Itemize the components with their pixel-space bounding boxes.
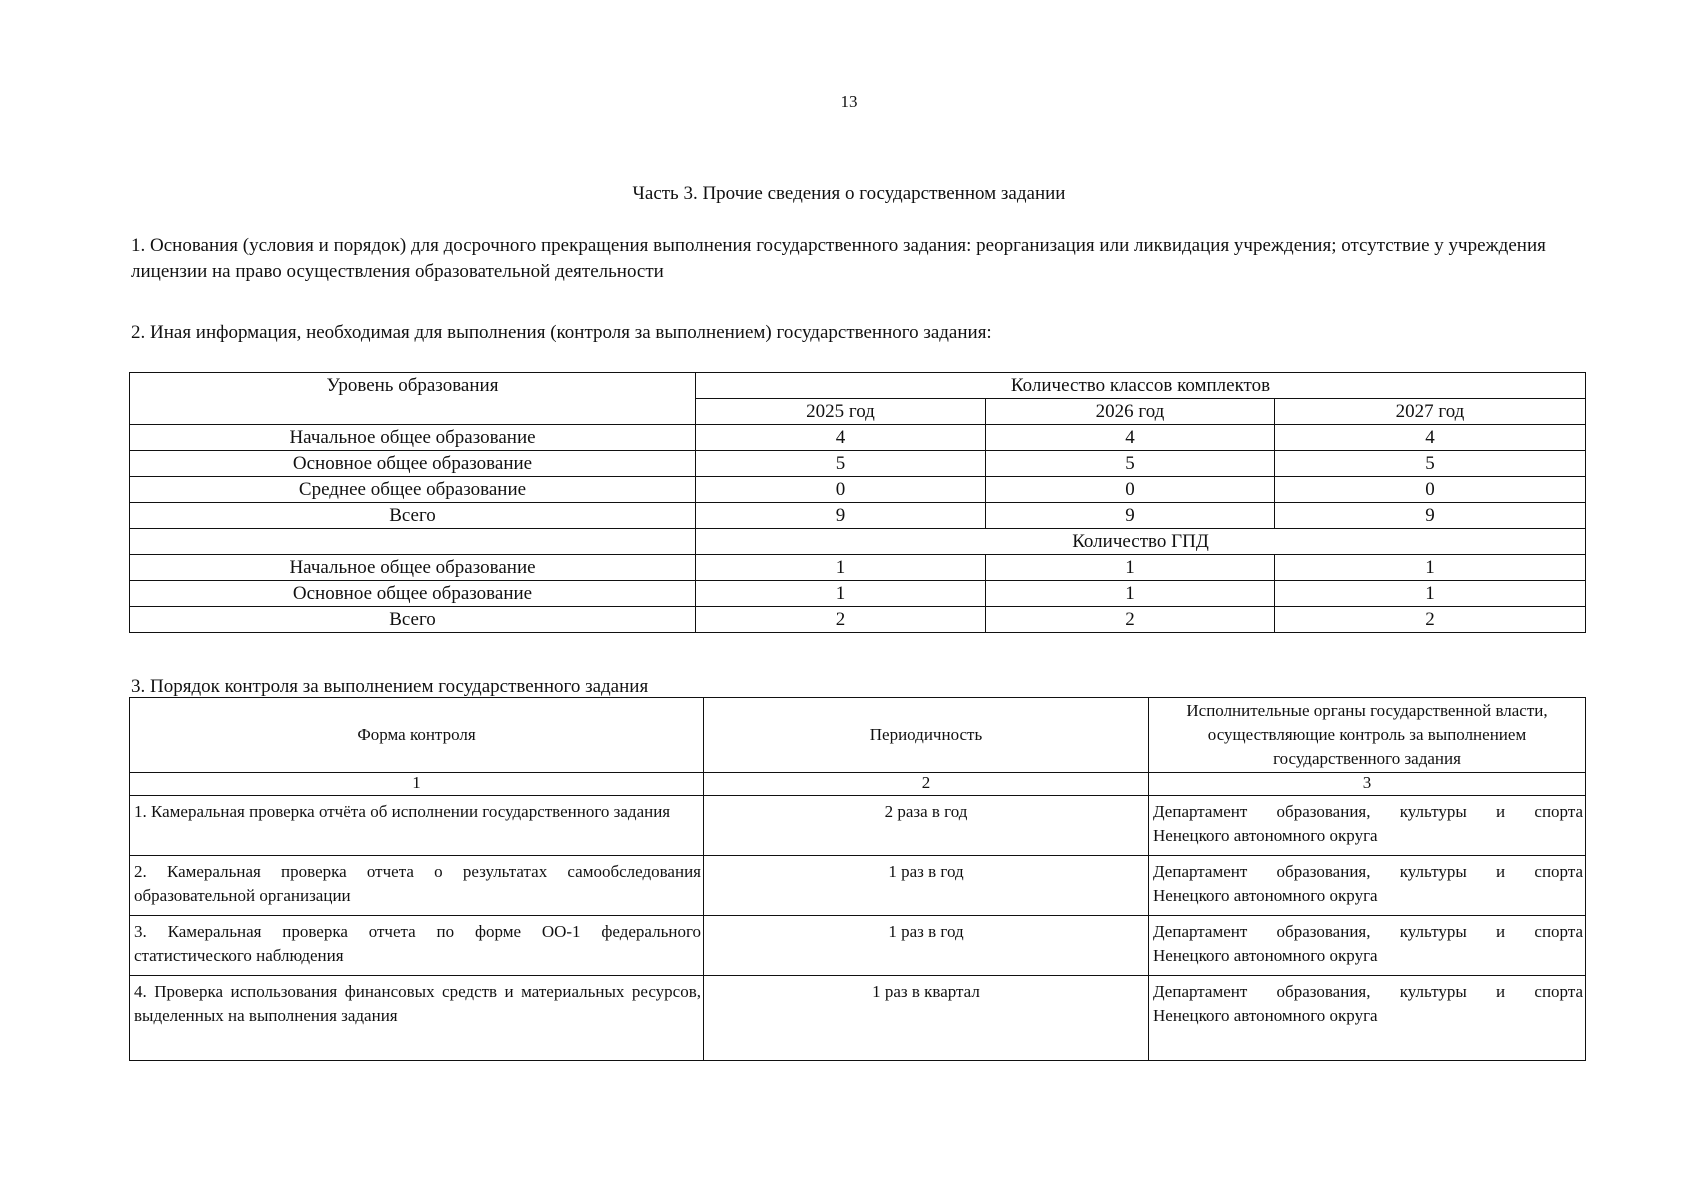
cell-value: 0 [1275, 477, 1586, 503]
control-form-cell: 2. Камеральная проверка отчета о результатах самообследования образовательной организации [130, 856, 704, 916]
cell-value: 1 [1275, 555, 1586, 581]
authority-region: Ненецкого автономного округа [1153, 1006, 1378, 1025]
cell-value: 1 [986, 581, 1275, 607]
column-number: 2 [704, 773, 1149, 796]
table-row [130, 976, 1586, 1061]
other-info-paragraph: 2. Иная информация, необходимая для выполнения (контроля за выполнением) государственного задания: [131, 322, 992, 343]
cell-value: 1 [696, 555, 986, 581]
row-label: Начальное общее образование [130, 555, 696, 581]
authority-name: Департамент образования, культуры и спорта [1153, 922, 1583, 941]
authority-name: Департамент образования, культуры и спорта [1153, 982, 1583, 1001]
periodicity-cell: 1 раз в год [704, 916, 1149, 976]
cell-value: 9 [986, 503, 1275, 529]
table-row [130, 425, 1586, 451]
cell-value: 1 [986, 555, 1275, 581]
control-procedure-paragraph: 3. Порядок контроля за выполнением государственного задания [131, 676, 649, 697]
periodicity-cell: 1 раз в квартал [704, 976, 1149, 1061]
table-row [130, 451, 1586, 477]
periodicity-cell: 1 раз в год [704, 856, 1149, 916]
page-number: 13 [840, 92, 858, 111]
header-education-level: Уровень образования [130, 373, 696, 425]
cell-value: 5 [1275, 451, 1586, 477]
control-form-cell: 4. Проверка использования финансовых средств и материальных ресурсов, выделенных на выполнения задания [130, 976, 704, 1061]
authority-cell [1149, 916, 1586, 976]
control-form-cell: 1. Камеральная проверка отчёта об исполнении государственного задания [130, 796, 704, 856]
header-control-form: Форма контроля [130, 698, 704, 773]
authority-cell [1149, 796, 1586, 856]
row-label: Начальное общее образование [130, 425, 696, 451]
cell-value: 2 [1275, 607, 1586, 633]
column-number: 1 [130, 773, 704, 796]
classes-table [129, 372, 1586, 633]
section-title: Часть 3. Прочие сведения о государственном задании [632, 183, 1066, 204]
cell-value: 4 [1275, 425, 1586, 451]
cell-value: 9 [696, 503, 986, 529]
header-gpd-count: Количество ГПД [696, 529, 1586, 555]
table-row [130, 856, 1586, 916]
authority-cell [1149, 856, 1586, 916]
cell-value: 4 [986, 425, 1275, 451]
termination-grounds-paragraph: 1. Основания (условия и порядок) для досрочного прекращения выполнения государственного задания: реорганизация или ликвидация учреждения; отсутствие у учреждения лицензии на право осуществления образовательной деятельности [131, 235, 1546, 282]
table-row [130, 796, 1586, 856]
cell-value: 0 [986, 477, 1275, 503]
table-row [130, 916, 1586, 976]
authority-cell [1149, 976, 1586, 1061]
authority-name: Департамент образования, культуры и спорта [1153, 802, 1583, 821]
table-row [130, 607, 1586, 633]
cell-value: 5 [986, 451, 1275, 477]
header-year: 2027 год [1275, 399, 1586, 425]
header-class-count: Количество классов комплектов [696, 373, 1586, 399]
header-periodicity: Периодичность [704, 698, 1149, 773]
table-row [130, 503, 1586, 529]
periodicity-cell: 2 раза в год [704, 796, 1149, 856]
header-authorities: Исполнительные органы государственной власти, осуществляющие контроль за выполнением государственного задания [1149, 698, 1586, 773]
cell-value: 9 [1275, 503, 1586, 529]
cell-value: 4 [696, 425, 986, 451]
empty-cell [130, 529, 696, 555]
column-number: 3 [1149, 773, 1586, 796]
authority-region: Ненецкого автономного округа [1153, 946, 1378, 965]
control-form-cell: 3. Камеральная проверка отчета по форме ОО-1 федерального статистического наблюдения [130, 916, 704, 976]
cell-value: 2 [986, 607, 1275, 633]
row-label: Основное общее образование [130, 581, 696, 607]
cell-value: 5 [696, 451, 986, 477]
control-table [129, 697, 1586, 1061]
row-label: Основное общее образование [130, 451, 696, 477]
authority-region: Ненецкого автономного округа [1153, 886, 1378, 905]
authority-name: Департамент образования, культуры и спорта [1153, 862, 1583, 881]
row-label: Всего [130, 503, 696, 529]
cell-value: 1 [1275, 581, 1586, 607]
cell-value: 2 [696, 607, 986, 633]
authority-region: Ненецкого автономного округа [1153, 826, 1378, 845]
header-year: 2025 год [696, 399, 986, 425]
table-row [130, 555, 1586, 581]
header-year: 2026 год [986, 399, 1275, 425]
row-label: Среднее общее образование [130, 477, 696, 503]
row-label: Всего [130, 607, 696, 633]
table-row [130, 581, 1586, 607]
cell-value: 0 [696, 477, 986, 503]
cell-value: 1 [696, 581, 986, 607]
table-row [130, 477, 1586, 503]
